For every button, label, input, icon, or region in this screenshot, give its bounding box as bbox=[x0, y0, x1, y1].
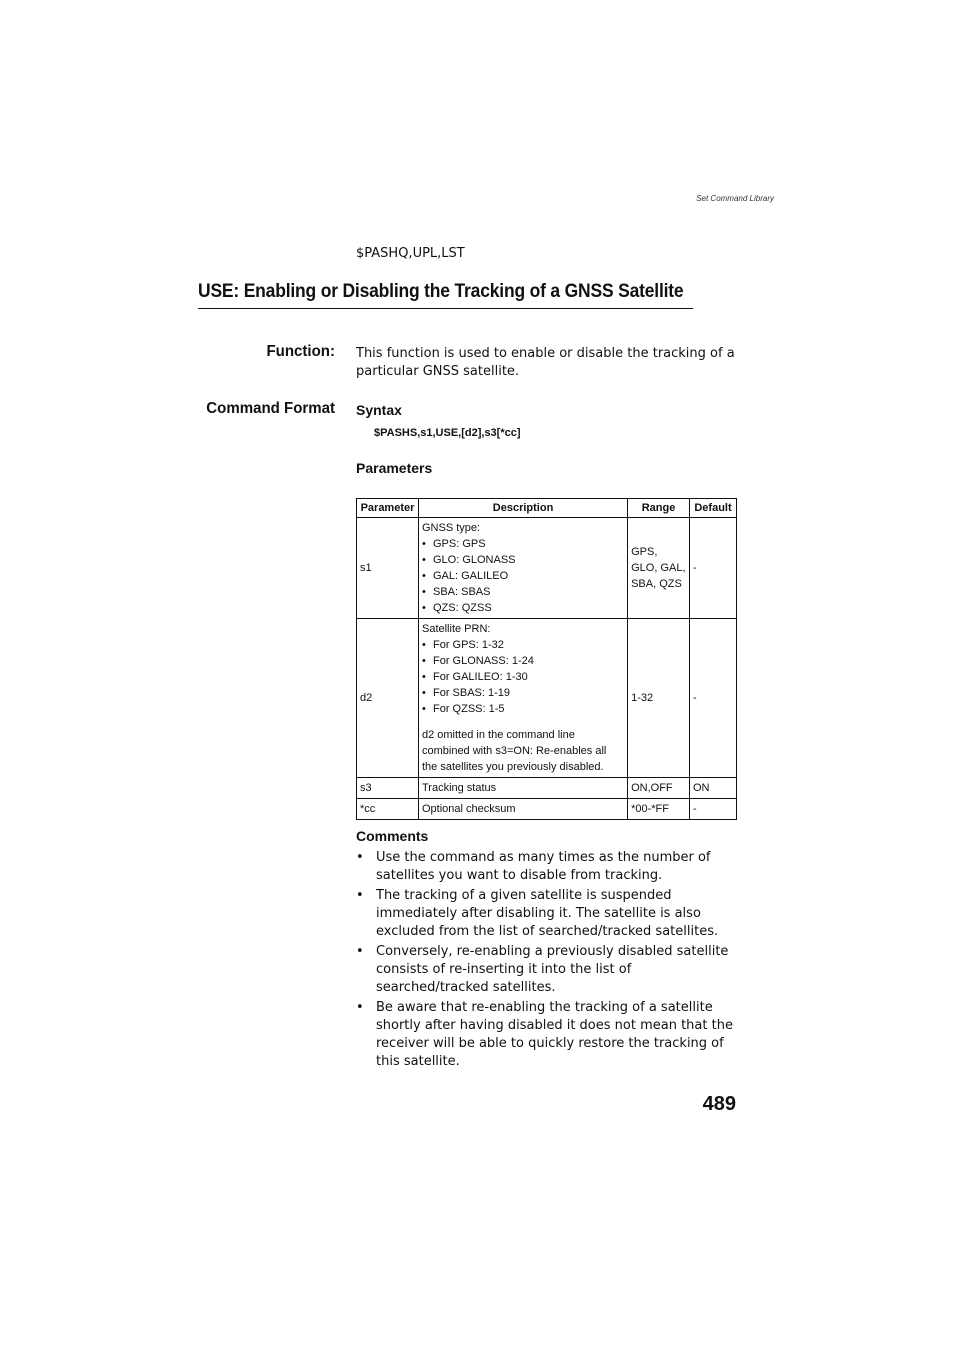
page-number: 489 bbox=[702, 1093, 736, 1115]
header-default: Default bbox=[690, 499, 737, 518]
description-intro: GNSS type: bbox=[421, 522, 481, 534]
function-description: This function is used to enable or disable the tracking of a particular GNSS satellite. bbox=[356, 346, 735, 379]
previous-command-text: $PASHQ,UPL,LST bbox=[356, 246, 465, 261]
comment-item: • Use the command as many times as the number of satellites you want to disable from tracking. bbox=[356, 849, 741, 885]
section-title: USE: Enabling or Disabling the Tracking of a GNSS Satellite bbox=[198, 281, 693, 309]
parameters-table bbox=[356, 498, 737, 820]
header-description: Description bbox=[418, 499, 627, 518]
range-cell: ON,OFF bbox=[628, 778, 690, 799]
description-item: • GAL: GALILEO bbox=[422, 568, 624, 584]
default-cell: - bbox=[690, 518, 737, 619]
table-row bbox=[357, 799, 737, 820]
default-cell: ON bbox=[690, 778, 737, 799]
parameters-heading: Parameters bbox=[356, 460, 433, 476]
range-cell: *00-*FF bbox=[628, 799, 690, 820]
description-item: • GLO: GLONASS bbox=[422, 552, 624, 568]
description-cell bbox=[418, 518, 627, 619]
default-cell: - bbox=[690, 799, 737, 820]
comments-heading: Comments bbox=[356, 828, 429, 844]
comment-item: • Be aware that re-enabling the tracking of a satellite shortly after having disabled it does not mean that the receiver will be able to quickly restore the tracking of this satellite. bbox=[356, 999, 741, 1071]
description-item: • For GALILEO: 1-30 bbox=[422, 669, 624, 685]
description-item: • For QZSS: 1-5 bbox=[422, 701, 624, 717]
header-range: Range bbox=[628, 499, 690, 518]
syntax-heading: Syntax bbox=[356, 402, 402, 418]
description-cell: Tracking status bbox=[418, 778, 627, 799]
table-header-row bbox=[357, 499, 737, 518]
param-cell: s3 bbox=[357, 778, 419, 799]
description-item: • For SBAS: 1-19 bbox=[422, 685, 624, 701]
command-format-label: Command Format bbox=[206, 400, 335, 417]
comments-list bbox=[356, 849, 741, 1073]
header-parameter: Parameter bbox=[357, 499, 419, 518]
comment-item: • The tracking of a given satellite is suspended immediately after disabling it. The satellite is also excluded from the list of searched/tracked satellites. bbox=[356, 887, 741, 941]
comment-item: • Conversely, re-enabling a previously disabled satellite consists of re-inserting it into the list of searched/tracked satellites. bbox=[356, 943, 741, 997]
table-row bbox=[357, 778, 737, 799]
running-header: Set Command Library bbox=[696, 194, 774, 203]
description-item: • SBA: SBAS bbox=[422, 584, 624, 600]
range-cell: 1-32 bbox=[628, 619, 690, 778]
default-cell: - bbox=[690, 619, 737, 778]
table-row bbox=[357, 518, 737, 619]
function-label: Function: bbox=[266, 343, 335, 360]
description-item: • For GLONASS: 1-24 bbox=[422, 653, 624, 669]
description-item: • GPS: GPS bbox=[422, 536, 624, 552]
param-cell: s1 bbox=[357, 518, 419, 619]
description-cell: Optional checksum bbox=[418, 799, 627, 820]
param-cell: *cc bbox=[357, 799, 419, 820]
description-item: • QZS: QZSS bbox=[422, 600, 624, 616]
range-cell: GPS, GLO, GAL, SBA, QZS bbox=[628, 518, 690, 619]
description-note: d2 omitted in the command line combined with s3=ON: Re-enables all the satellites you previously disabled. bbox=[421, 729, 607, 773]
description-cell bbox=[418, 619, 627, 778]
param-cell: d2 bbox=[357, 619, 419, 778]
description-intro: Satellite PRN: bbox=[421, 623, 491, 635]
description-item: • For GPS: 1-32 bbox=[422, 637, 624, 653]
table-row bbox=[357, 619, 737, 778]
syntax-text: $PASHS,s1,USE,[d2],s3[*cc] bbox=[374, 427, 521, 439]
